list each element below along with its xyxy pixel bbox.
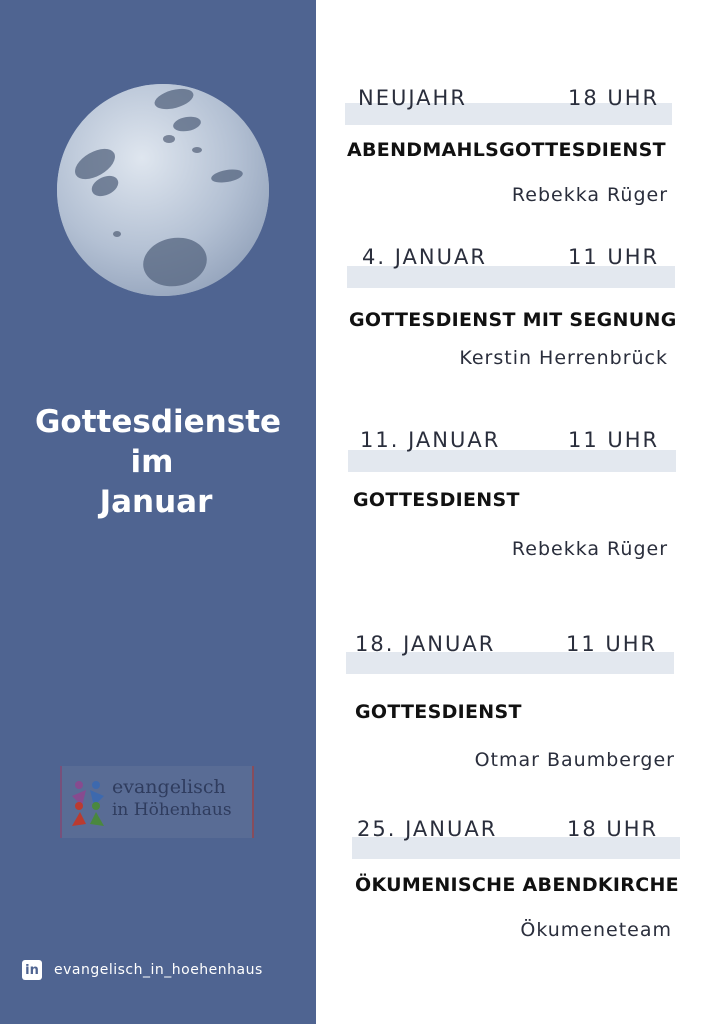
logo-text-line-2: in Höhenhaus [112,800,232,820]
date-band [348,450,676,472]
title-line-3: Januar [99,484,213,520]
title-line-1: Gottesdienste [34,404,282,440]
social-link[interactable] [22,959,263,981]
event-time: 11 UHR [566,632,658,656]
social-handle: evangelisch_in_hoehenhaus [54,962,263,978]
event-time: 11 UHR [568,428,660,452]
event-title: GOTTESDIENST [355,701,522,723]
title-line-2: im [130,444,174,480]
event-date: 18. JANUAR [355,632,496,656]
event-person: Kerstin Herrenbrück [459,347,668,369]
linkedin-icon: in [22,960,42,980]
event-person: Rebekka Rüger [511,538,668,560]
date-band [347,266,675,288]
event-title: GOTTESDIENST [353,489,520,511]
event-title: GOTTESDIENST MIT SEGNUNG [349,309,677,331]
footprints-photo [57,84,269,296]
page-title [0,402,316,522]
event-time: 18 UHR [568,86,660,110]
event-time: 18 UHR [567,817,659,841]
event-date: 11. JANUAR [360,428,501,452]
event-title: ABENDMAHLSGOTTESDIENST [347,139,666,161]
event-person: Ökumeneteam [520,919,672,941]
sidebar [0,0,316,1024]
event-date: 25. JANUAR [357,817,498,841]
event-date: 4. JANUAR [362,245,487,269]
event-person: Rebekka Rüger [511,184,668,206]
footprints-image [57,84,269,296]
event-title: ÖKUMENISCHE ABENDKIRCHE [355,874,679,896]
logo-text-line-1: evangelisch [112,776,226,798]
church-logo [60,766,254,838]
event-person: Otmar Baumberger [474,749,675,771]
event-time: 11 UHR [568,245,660,269]
logo-figures-icon [68,776,108,828]
event-date: NEUJAHR [358,86,467,110]
